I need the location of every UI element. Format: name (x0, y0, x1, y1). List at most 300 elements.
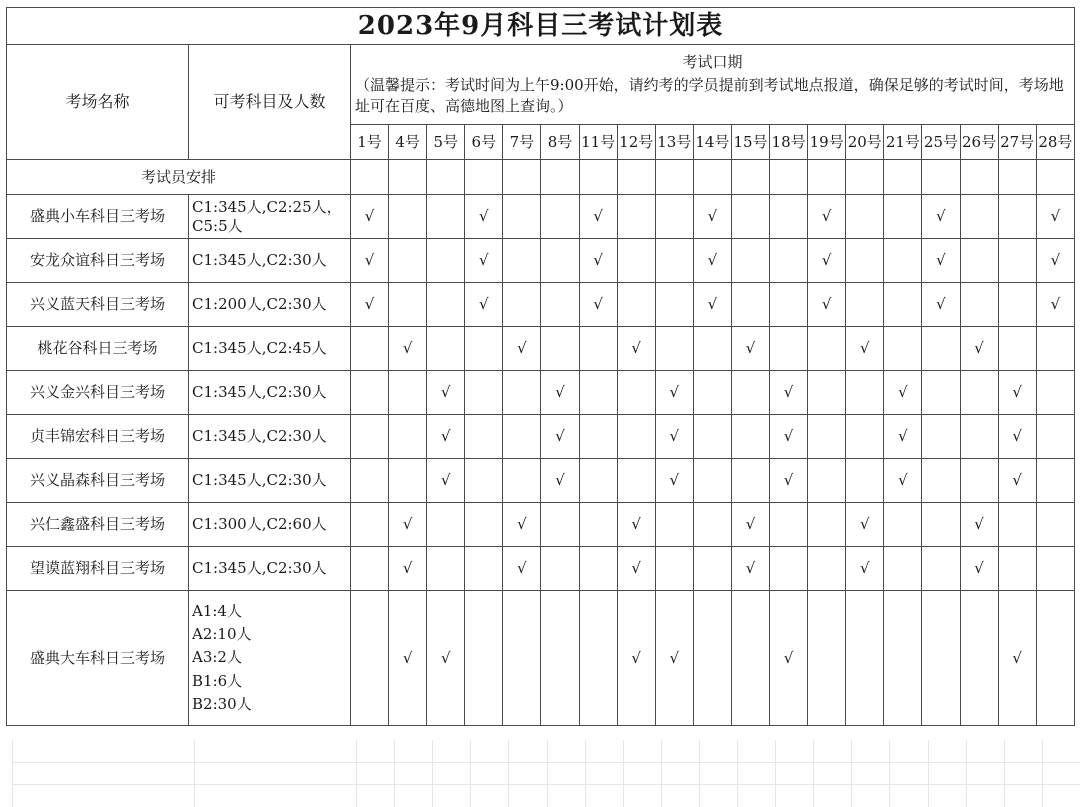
venue-name: 兴义金兴科目三考场 (7, 371, 189, 415)
schedule-cell (998, 371, 1036, 415)
day-header: 14号 (693, 125, 731, 160)
header-subjects: 可考科目及人数 (189, 45, 351, 160)
schedule-cell (922, 459, 960, 503)
day-header: 27号 (998, 125, 1036, 160)
check-mark: √ (974, 339, 984, 358)
schedule-cell (427, 415, 465, 459)
venue-name: 桃花谷科日三考场 (7, 327, 189, 371)
day-header: 28号 (1036, 125, 1074, 160)
schedule-cell (503, 239, 541, 283)
check-mark: √ (669, 648, 680, 667)
schedule-cell (884, 459, 922, 503)
faint-grid-line (1042, 740, 1043, 807)
schedule-cell (389, 415, 427, 459)
venue-name: 贞丰锦宏科日三考场 (7, 415, 189, 459)
venue-row (7, 283, 1075, 327)
examiner-cell (503, 160, 541, 195)
schedule-cell (351, 195, 389, 239)
venue-name: 兴义晶森科目三考场 (7, 459, 189, 503)
check-mark: √ (1012, 648, 1022, 667)
check-mark: √ (1050, 295, 1061, 314)
faint-grid-line (889, 740, 890, 807)
schedule-cell (427, 591, 465, 726)
schedule-cell (351, 547, 389, 591)
schedule-cell (922, 283, 960, 327)
schedule-cell (960, 591, 998, 726)
schedule-cell (541, 283, 579, 327)
schedule-cell (579, 327, 617, 371)
venue-subjects: C1:345人,C2:45人 (189, 327, 351, 371)
check-mark: √ (364, 251, 375, 270)
schedule-cell (503, 283, 541, 327)
subject-quota: B2:30人 (192, 694, 252, 713)
schedule-cell (693, 239, 731, 283)
schedule-cell (998, 327, 1036, 371)
schedule-cell (808, 415, 846, 459)
check-mark: √ (859, 339, 870, 358)
schedule-cell (846, 195, 884, 239)
check-mark: √ (593, 207, 603, 226)
examiner-cell (465, 160, 503, 195)
schedule-cell (427, 327, 465, 371)
schedule-cell (427, 239, 465, 283)
schedule-cell (693, 547, 731, 591)
schedule-cell (693, 591, 731, 726)
schedule-cell (655, 459, 693, 503)
check-mark: √ (479, 207, 489, 226)
schedule-cell (427, 371, 465, 415)
check-mark: √ (745, 559, 756, 578)
schedule-cell (693, 283, 731, 327)
check-mark: √ (1012, 383, 1022, 402)
faint-grid-line (1004, 740, 1005, 807)
schedule-cell (655, 327, 693, 371)
schedule-cell (351, 283, 389, 327)
schedule-cell (503, 327, 541, 371)
schedule-cell (503, 195, 541, 239)
schedule-cell (617, 547, 655, 591)
venue-row (7, 327, 1075, 371)
day-header: 18号 (770, 125, 808, 160)
schedule-cell (846, 371, 884, 415)
schedule-cell (846, 327, 884, 371)
check-mark: √ (402, 648, 413, 667)
schedule-cell (884, 591, 922, 726)
schedule-cell (808, 547, 846, 591)
schedule-cell (884, 371, 922, 415)
faint-grid-line (851, 740, 852, 807)
faint-grid-line (470, 740, 471, 807)
schedule-cell (998, 547, 1036, 591)
schedule-cell (998, 459, 1036, 503)
venue-row (7, 195, 1075, 239)
day-header: 11号 (579, 125, 617, 160)
schedule-cell (770, 195, 808, 239)
schedule-cell (617, 195, 655, 239)
schedule-cell (617, 503, 655, 547)
faint-grid-line (394, 740, 395, 807)
venue-subjects: C1:345人,C2:30人 (189, 415, 351, 459)
schedule-cell (389, 503, 427, 547)
schedule-cell (389, 283, 427, 327)
schedule-cell (351, 503, 389, 547)
check-mark: √ (898, 427, 908, 446)
day-header: 8号 (541, 125, 579, 160)
schedule-cell (541, 547, 579, 591)
schedule-cell (427, 195, 465, 239)
schedule-cell (998, 195, 1036, 239)
check-mark: √ (669, 471, 680, 490)
schedule-cell (808, 327, 846, 371)
schedule-cell (427, 459, 465, 503)
check-mark: √ (402, 559, 413, 578)
check-mark: √ (707, 295, 718, 314)
check-mark: √ (479, 251, 489, 270)
schedule-cell (808, 591, 846, 726)
schedule-cell (731, 459, 769, 503)
schedule-cell (731, 283, 769, 327)
schedule-cell (731, 239, 769, 283)
schedule-cell (846, 591, 884, 726)
faint-grid-line (737, 740, 738, 807)
faint-grid-line (432, 740, 433, 807)
examiner-cell (922, 160, 960, 195)
schedule-cell (465, 547, 503, 591)
schedule-cell (541, 195, 579, 239)
schedule-cell (389, 459, 427, 503)
schedule-cell (541, 239, 579, 283)
schedule-cell (693, 415, 731, 459)
faint-grid-line (12, 762, 1080, 763)
venue-subjects: C1:345人,C2:25人，C5:5人 (189, 195, 351, 239)
schedule-cell (389, 327, 427, 371)
schedule-cell (770, 415, 808, 459)
day-header: 1号 (351, 125, 389, 160)
check-mark: √ (631, 339, 641, 358)
venue-name: 安龙众谊科日三考场 (7, 239, 189, 283)
schedule-cell (579, 371, 617, 415)
check-mark: √ (1050, 207, 1061, 226)
day-header: 19号 (808, 125, 846, 160)
check-mark: √ (517, 339, 527, 358)
schedule-cell (465, 415, 503, 459)
schedule-cell (1036, 195, 1074, 239)
schedule-cell (351, 591, 389, 726)
faint-grid-line (12, 740, 13, 807)
schedule-cell (960, 239, 998, 283)
venue-subjects: C1:200人,C2:30人 (189, 283, 351, 327)
schedule-cell (770, 371, 808, 415)
schedule-cell (731, 371, 769, 415)
subject-quota: A1:4人 (192, 601, 242, 620)
check-mark: √ (669, 383, 680, 402)
check-mark: √ (479, 295, 489, 314)
schedule-cell (503, 415, 541, 459)
schedule-cell (579, 547, 617, 591)
schedule-cell (808, 239, 846, 283)
schedule-cell (655, 547, 693, 591)
examiner-cell (960, 160, 998, 195)
schedule-cell (579, 239, 617, 283)
check-mark: √ (364, 295, 375, 314)
schedule-cell (465, 239, 503, 283)
schedule-cell (503, 547, 541, 591)
schedule-cell (808, 283, 846, 327)
faint-grid-line (585, 740, 586, 807)
venue-row (7, 547, 1075, 591)
examiner-cell (541, 160, 579, 195)
faint-grid-line (699, 740, 700, 807)
schedule-cell (884, 195, 922, 239)
schedule-cell (465, 459, 503, 503)
schedule-cell (998, 503, 1036, 547)
schedule-cell (351, 327, 389, 371)
exam-schedule-sheet (6, 7, 1074, 726)
schedule-cell (427, 547, 465, 591)
schedule-cell (846, 415, 884, 459)
venue-row (7, 591, 1075, 726)
day-header: 26号 (960, 125, 998, 160)
schedule-cell (998, 283, 1036, 327)
venue-name: 望谟蓝翔科目三考场 (7, 547, 189, 591)
check-mark: √ (821, 207, 832, 226)
schedule-cell (465, 503, 503, 547)
schedule-cell (465, 327, 503, 371)
check-mark: √ (402, 515, 413, 534)
check-mark: √ (783, 471, 794, 490)
venue-row (7, 415, 1075, 459)
faint-grid-line (547, 740, 548, 807)
schedule-cell (465, 591, 503, 726)
check-mark: √ (440, 383, 451, 402)
schedule-cell (770, 239, 808, 283)
schedule-cell (770, 547, 808, 591)
schedule-cell (579, 503, 617, 547)
day-header: 4号 (389, 125, 427, 160)
schedule-cell (846, 503, 884, 547)
schedule-cell (617, 327, 655, 371)
schedule-cell (693, 371, 731, 415)
schedule-cell (808, 195, 846, 239)
examiner-cell (808, 160, 846, 195)
check-mark: √ (898, 383, 908, 402)
check-mark: √ (783, 648, 794, 667)
examiner-cell (579, 160, 617, 195)
venue-subjects (189, 591, 351, 726)
faint-grid-line (966, 740, 967, 807)
schedule-cell (922, 239, 960, 283)
schedule-cell (617, 239, 655, 283)
schedule-cell (617, 415, 655, 459)
schedule-cell (389, 195, 427, 239)
schedule-cell (960, 415, 998, 459)
faint-grid-line (813, 740, 814, 807)
check-mark: √ (783, 383, 794, 402)
schedule-cell (541, 459, 579, 503)
examiner-arrangement-label: 考试员安排 (7, 160, 351, 195)
schedule-cell (503, 459, 541, 503)
schedule-cell (1036, 283, 1074, 327)
venue-name: 兴仁鑫盛科目三考场 (7, 503, 189, 547)
schedule-cell (579, 591, 617, 726)
day-header: 12号 (617, 125, 655, 160)
schedule-cell (960, 371, 998, 415)
schedule-cell (503, 371, 541, 415)
schedule-cell (960, 195, 998, 239)
schedule-cell (655, 239, 693, 283)
check-mark: √ (440, 427, 451, 446)
exam-date-title: 考试口期 (682, 53, 743, 71)
check-mark: √ (517, 515, 527, 534)
schedule-cell (1036, 327, 1074, 371)
schedule-cell (503, 591, 541, 726)
examiner-cell (693, 160, 731, 195)
faint-grid-line (12, 784, 1080, 785)
examiner-cell (1036, 160, 1074, 195)
check-mark: √ (745, 339, 756, 358)
schedule-cell (960, 283, 998, 327)
venue-subjects: C1:300人,C2:60人 (189, 503, 351, 547)
venue-name: 兴义蓝天科目三考场 (7, 283, 189, 327)
venue-subjects: C1:345人,C2:30人 (189, 547, 351, 591)
schedule-cell (922, 547, 960, 591)
schedule-cell (846, 459, 884, 503)
check-mark: √ (631, 515, 641, 534)
schedule-cell (1036, 371, 1074, 415)
schedule-cell (579, 283, 617, 327)
check-mark: √ (555, 383, 565, 402)
schedule-cell (884, 503, 922, 547)
check-mark: √ (440, 471, 451, 490)
venue-name: 盛典大车科日三考场 (7, 591, 189, 726)
schedule-cell (617, 459, 655, 503)
check-mark: √ (745, 515, 756, 534)
schedule-cell (617, 371, 655, 415)
faint-grid-line (508, 740, 509, 807)
schedule-cell (579, 415, 617, 459)
day-header: 25号 (922, 125, 960, 160)
day-header: 5号 (427, 125, 465, 160)
schedule-table (6, 7, 1075, 726)
schedule-cell (884, 283, 922, 327)
schedule-cell (998, 415, 1036, 459)
schedule-cell (427, 503, 465, 547)
schedule-cell (731, 195, 769, 239)
schedule-cell (693, 459, 731, 503)
day-header: 13号 (655, 125, 693, 160)
check-mark: √ (898, 471, 908, 490)
venue-subjects: C1:345人,C2:30人 (189, 459, 351, 503)
schedule-cell (617, 591, 655, 726)
examiner-cell (389, 160, 427, 195)
schedule-cell (465, 371, 503, 415)
examiner-cell (846, 160, 884, 195)
schedule-cell (1036, 415, 1074, 459)
schedule-cell (960, 327, 998, 371)
schedule-cell (351, 371, 389, 415)
check-mark: √ (707, 207, 718, 226)
schedule-cell (655, 283, 693, 327)
faint-grid-line (356, 740, 357, 807)
schedule-cell (693, 195, 731, 239)
subject-quota: A3:2人 (192, 648, 242, 667)
schedule-cell (1036, 503, 1074, 547)
schedule-cell (846, 547, 884, 591)
faint-grid-line (194, 740, 195, 807)
schedule-cell (731, 547, 769, 591)
header-venue-name: 考场名称 (7, 45, 189, 160)
check-mark: √ (859, 559, 870, 578)
schedule-cell (351, 459, 389, 503)
venue-row (7, 503, 1075, 547)
schedule-cell (846, 239, 884, 283)
check-mark: √ (821, 251, 832, 270)
schedule-cell (884, 239, 922, 283)
schedule-cell (541, 415, 579, 459)
check-mark: √ (669, 427, 680, 446)
schedule-cell (617, 283, 655, 327)
schedule-cell (922, 503, 960, 547)
schedule-cell (960, 459, 998, 503)
schedule-cell (389, 591, 427, 726)
faint-grid-line (661, 740, 662, 807)
subject-quota: A2:10人 (192, 625, 252, 644)
schedule-cell (579, 195, 617, 239)
venue-name: 盛典小车科目三考场 (7, 195, 189, 239)
table-title: 2023年9月科目三考试计划表 (7, 8, 1075, 45)
check-mark: √ (631, 648, 641, 667)
exam-time-reminder: （温馨提示：考试时间为上午9:00开始，请约考的学员提前到考试地点报道，确保足够的考试时间，考场地址可在百度、高德地图上查询。） (355, 76, 1064, 115)
schedule-cell (770, 591, 808, 726)
schedule-cell (884, 547, 922, 591)
schedule-cell (808, 459, 846, 503)
schedule-cell (808, 503, 846, 547)
schedule-cell (389, 239, 427, 283)
check-mark: √ (707, 251, 718, 270)
schedule-cell (1036, 547, 1074, 591)
day-header: 15号 (731, 125, 769, 160)
examiner-cell (655, 160, 693, 195)
schedule-cell (846, 283, 884, 327)
schedule-cell (960, 547, 998, 591)
schedule-cell (922, 195, 960, 239)
faint-grid-line (623, 740, 624, 807)
day-header: 21号 (884, 125, 922, 160)
schedule-cell (922, 371, 960, 415)
venue-row (7, 239, 1075, 283)
check-mark: √ (936, 295, 946, 314)
empty-grid-below (12, 740, 1080, 807)
schedule-cell (541, 371, 579, 415)
schedule-cell (770, 283, 808, 327)
check-mark: √ (631, 559, 641, 578)
examiner-cell (884, 160, 922, 195)
check-mark: √ (821, 295, 832, 314)
schedule-cell (465, 283, 503, 327)
schedule-cell (808, 371, 846, 415)
schedule-cell (503, 503, 541, 547)
schedule-cell (579, 459, 617, 503)
schedule-cell (884, 327, 922, 371)
schedule-cell (960, 503, 998, 547)
check-mark: √ (593, 251, 603, 270)
venue-row (7, 371, 1075, 415)
schedule-cell (731, 503, 769, 547)
day-header: 20号 (846, 125, 884, 160)
schedule-cell (770, 459, 808, 503)
examiner-cell (731, 160, 769, 195)
check-mark: √ (974, 515, 984, 534)
